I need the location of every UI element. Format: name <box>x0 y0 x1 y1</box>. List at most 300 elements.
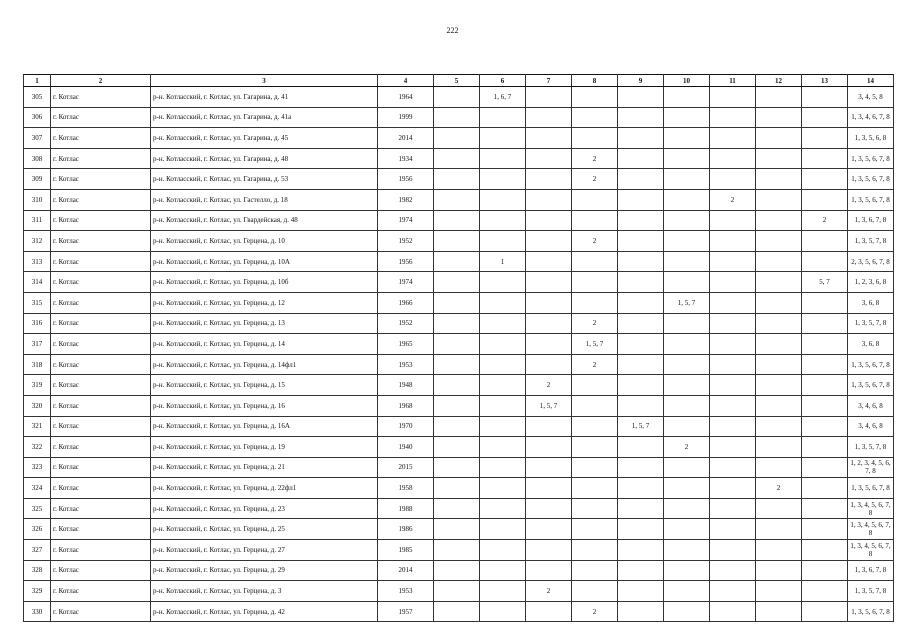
col-9-cell <box>618 540 664 561</box>
table-row <box>24 272 894 293</box>
col-9-cell <box>618 581 664 602</box>
col-14-cell: 3, 4, 6, 8 <box>848 395 894 416</box>
city-cell: г. Котлас <box>51 457 151 478</box>
city-cell: г. Котлас <box>51 107 151 128</box>
col-12-cell <box>756 251 802 272</box>
col-7-cell <box>526 169 572 190</box>
year-cell: 1964 <box>378 87 434 108</box>
col-5-cell <box>434 87 480 108</box>
col-11-cell <box>710 210 756 231</box>
col-8-cell <box>572 437 618 458</box>
row-number: 325 <box>24 498 51 519</box>
col-10-cell <box>664 148 710 169</box>
city-cell: г. Котлас <box>51 560 151 581</box>
col-14-cell: 3, 4, 5, 8 <box>848 87 894 108</box>
col-7-cell <box>526 457 572 478</box>
year-cell: 1952 <box>378 231 434 252</box>
col-10-cell <box>664 272 710 293</box>
col-9-cell <box>618 169 664 190</box>
col-13-cell <box>802 375 848 396</box>
address-cell: р-н. Котласский, г. Котлас, ул. Герцена, д. 12 <box>151 292 378 313</box>
col-10-cell <box>664 416 710 437</box>
col-13-cell <box>802 581 848 602</box>
col-8-cell <box>572 498 618 519</box>
city-cell: г. Котлас <box>51 169 151 190</box>
col-5-cell <box>434 210 480 231</box>
col-5-cell <box>434 148 480 169</box>
city-cell: г. Котлас <box>51 601 151 622</box>
col-12-cell <box>756 292 802 313</box>
col-13-cell <box>802 519 848 540</box>
col-13-cell <box>802 107 848 128</box>
col-9-cell <box>618 519 664 540</box>
row-number: 330 <box>24 601 51 622</box>
col-10-cell <box>664 498 710 519</box>
column-header-10: 10 <box>664 75 710 87</box>
col-7-cell <box>526 334 572 355</box>
col-12-cell <box>756 272 802 293</box>
col-8-cell <box>572 395 618 416</box>
col-6-cell <box>480 601 526 622</box>
col-9-cell <box>618 272 664 293</box>
col-7-cell <box>526 107 572 128</box>
col-5-cell <box>434 395 480 416</box>
col-5-cell <box>434 601 480 622</box>
col-14-cell: 1, 3, 5, 6, 7, 8 <box>848 354 894 375</box>
col-6-cell <box>480 107 526 128</box>
table-row <box>24 169 894 190</box>
col-13-cell <box>802 87 848 108</box>
column-header-6: 6 <box>480 75 526 87</box>
col-8-cell <box>572 210 618 231</box>
city-cell: г. Котлас <box>51 416 151 437</box>
table-body <box>24 87 894 622</box>
table-row <box>24 478 894 499</box>
table-row <box>24 210 894 231</box>
city-cell: г. Котлас <box>51 272 151 293</box>
table-row <box>24 581 894 602</box>
col-14-cell: 1, 3, 4, 5, 6, 7, 8 <box>848 540 894 561</box>
col-10-cell <box>664 354 710 375</box>
address-cell: р-н. Котласский, г. Котлас, ул. Герцена, д. 42 <box>151 601 378 622</box>
col-11-cell <box>710 457 756 478</box>
col-7-cell <box>526 148 572 169</box>
col-11-cell <box>710 313 756 334</box>
col-12-cell <box>756 519 802 540</box>
col-7-cell <box>526 498 572 519</box>
col-11-cell <box>710 128 756 149</box>
col-9-cell <box>618 148 664 169</box>
col-10-cell <box>664 169 710 190</box>
col-12-cell <box>756 581 802 602</box>
col-5-cell <box>434 560 480 581</box>
column-header-5: 5 <box>434 75 480 87</box>
col-8-cell <box>572 560 618 581</box>
col-6-cell <box>480 334 526 355</box>
col-13-cell <box>802 478 848 499</box>
row-number: 324 <box>24 478 51 499</box>
city-cell: г. Котлас <box>51 437 151 458</box>
col-6-cell <box>480 437 526 458</box>
col-9-cell <box>618 437 664 458</box>
city-cell: г. Котлас <box>51 334 151 355</box>
address-cell: р-н. Котласский, г. Котлас, ул. Герцена, д. 3 <box>151 581 378 602</box>
year-cell: 1934 <box>378 148 434 169</box>
col-9-cell <box>618 601 664 622</box>
city-cell: г. Котлас <box>51 189 151 210</box>
col-9-cell <box>618 498 664 519</box>
year-cell: 1982 <box>378 189 434 210</box>
year-cell: 1953 <box>378 354 434 375</box>
table-row <box>24 189 894 210</box>
col-7-cell: 2 <box>526 375 572 396</box>
col-14-cell: 1, 2, 3, 4, 5, 6, 7, 8 <box>848 457 894 478</box>
col-11-cell <box>710 478 756 499</box>
col-14-cell: 1, 3, 5, 6, 7, 8 <box>848 375 894 396</box>
col-10-cell <box>664 457 710 478</box>
col-12-cell <box>756 210 802 231</box>
col-7-cell <box>526 210 572 231</box>
col-11-cell <box>710 292 756 313</box>
col-7-cell <box>526 560 572 581</box>
table-row <box>24 540 894 561</box>
column-header-9: 9 <box>618 75 664 87</box>
col-14-cell: 1, 3, 5, 6, 7, 8 <box>848 601 894 622</box>
table-row <box>24 375 894 396</box>
table-row <box>24 354 894 375</box>
row-number: 310 <box>24 189 51 210</box>
col-6-cell: 1 <box>480 251 526 272</box>
col-11-cell <box>710 272 756 293</box>
col-7-cell <box>526 354 572 375</box>
year-cell: 1940 <box>378 437 434 458</box>
col-5-cell <box>434 581 480 602</box>
col-11-cell <box>710 107 756 128</box>
row-number: 318 <box>24 354 51 375</box>
col-6-cell <box>480 231 526 252</box>
year-cell: 1970 <box>378 416 434 437</box>
col-13-cell <box>802 457 848 478</box>
col-5-cell <box>434 169 480 190</box>
col-5-cell <box>434 334 480 355</box>
address-cell: р-н. Котласский, г. Котлас, ул. Герцена, д. 10б <box>151 272 378 293</box>
col-6-cell <box>480 354 526 375</box>
row-number: 320 <box>24 395 51 416</box>
row-number: 308 <box>24 148 51 169</box>
table-row <box>24 251 894 272</box>
table-row <box>24 457 894 478</box>
address-cell: р-н. Котласский, г. Котлас, ул. Герцена, д. 19 <box>151 437 378 458</box>
address-cell: р-н. Котласский, г. Котлас, ул. Гагарина, д. 53 <box>151 169 378 190</box>
col-13-cell <box>802 560 848 581</box>
col-5-cell <box>434 416 480 437</box>
col-11-cell <box>710 354 756 375</box>
column-header-3: 3 <box>151 75 378 87</box>
city-cell: г. Котлас <box>51 210 151 231</box>
table-row <box>24 519 894 540</box>
col-8-cell <box>572 478 618 499</box>
col-7-cell <box>526 416 572 437</box>
col-7-cell <box>526 231 572 252</box>
column-header-4: 4 <box>378 75 434 87</box>
col-14-cell: 1, 3, 5, 6, 8 <box>848 128 894 149</box>
col-9-cell <box>618 334 664 355</box>
col-5-cell <box>434 478 480 499</box>
col-14-cell: 1, 3, 5, 7, 8 <box>848 437 894 458</box>
col-11-cell <box>710 540 756 561</box>
col-13-cell <box>802 416 848 437</box>
column-header-7: 7 <box>526 75 572 87</box>
city-cell: г. Котлас <box>51 540 151 561</box>
page-number: 222 <box>446 26 459 35</box>
col-6-cell <box>480 581 526 602</box>
address-cell: р-н. Котласский, г. Котлас, ул. Герцена, д. 14 <box>151 334 378 355</box>
col-6-cell <box>480 457 526 478</box>
col-9-cell <box>618 87 664 108</box>
header-row <box>24 75 894 87</box>
table-row <box>24 437 894 458</box>
col-11-cell <box>710 148 756 169</box>
col-10-cell <box>664 128 710 149</box>
column-header-1: 1 <box>24 75 51 87</box>
col-10-cell <box>664 560 710 581</box>
col-7-cell <box>526 87 572 108</box>
col-13-cell <box>802 540 848 561</box>
city-cell: г. Котлас <box>51 292 151 313</box>
table-row <box>24 128 894 149</box>
row-number: 312 <box>24 231 51 252</box>
col-13-cell <box>802 395 848 416</box>
col-10-cell <box>664 519 710 540</box>
city-cell: г. Котлас <box>51 313 151 334</box>
table-row <box>24 416 894 437</box>
col-10-cell <box>664 251 710 272</box>
col-13-cell <box>802 292 848 313</box>
col-11-cell <box>710 601 756 622</box>
col-11-cell <box>710 416 756 437</box>
col-12-cell <box>756 231 802 252</box>
year-cell: 1988 <box>378 498 434 519</box>
column-header-8: 8 <box>572 75 618 87</box>
year-cell: 1974 <box>378 272 434 293</box>
table-row <box>24 107 894 128</box>
address-cell: р-н. Котласский, г. Котлас, ул. Герцена, д. 29 <box>151 560 378 581</box>
row-number: 329 <box>24 581 51 602</box>
col-10-cell <box>664 478 710 499</box>
col-8-cell: 2 <box>572 601 618 622</box>
col-6-cell <box>480 498 526 519</box>
col-11-cell <box>710 87 756 108</box>
col-8-cell <box>572 540 618 561</box>
col-9-cell <box>618 313 664 334</box>
col-6-cell <box>480 148 526 169</box>
col-12-cell <box>756 128 802 149</box>
year-cell: 2015 <box>378 457 434 478</box>
column-header-14: 14 <box>848 75 894 87</box>
col-14-cell: 1, 3, 5, 6, 7, 8 <box>848 478 894 499</box>
row-number: 315 <box>24 292 51 313</box>
col-13-cell <box>802 231 848 252</box>
year-cell: 1999 <box>378 107 434 128</box>
col-8-cell: 2 <box>572 148 618 169</box>
col-6-cell <box>480 189 526 210</box>
row-number: 323 <box>24 457 51 478</box>
address-cell: р-н. Котласский, г. Котлас, ул. Герцена, д. 10А <box>151 251 378 272</box>
col-7-cell <box>526 251 572 272</box>
col-7-cell: 1, 5, 7 <box>526 395 572 416</box>
col-8-cell <box>572 128 618 149</box>
address-cell: р-н. Котласский, г. Котлас, ул. Герцена, д. 16А <box>151 416 378 437</box>
housing-registry-table <box>23 74 894 622</box>
row-number: 321 <box>24 416 51 437</box>
city-cell: г. Котлас <box>51 498 151 519</box>
col-14-cell: 1, 3, 5, 7, 8 <box>848 231 894 252</box>
col-8-cell: 2 <box>572 231 618 252</box>
col-14-cell: 1, 3, 4, 6, 7, 8 <box>848 107 894 128</box>
col-9-cell <box>618 560 664 581</box>
col-11-cell <box>710 498 756 519</box>
col-5-cell <box>434 437 480 458</box>
col-12-cell <box>756 416 802 437</box>
col-11-cell <box>710 395 756 416</box>
col-6-cell <box>480 313 526 334</box>
col-8-cell <box>572 581 618 602</box>
row-number: 319 <box>24 375 51 396</box>
col-8-cell <box>572 457 618 478</box>
city-cell: г. Котлас <box>51 581 151 602</box>
col-8-cell <box>572 375 618 396</box>
column-header-2: 2 <box>51 75 151 87</box>
column-header-13: 13 <box>802 75 848 87</box>
col-9-cell <box>618 478 664 499</box>
city-cell: г. Котлас <box>51 231 151 252</box>
col-10-cell <box>664 540 710 561</box>
col-14-cell: 1, 3, 5, 7, 8 <box>848 313 894 334</box>
col-6-cell <box>480 210 526 231</box>
col-13-cell <box>802 313 848 334</box>
col-8-cell <box>572 519 618 540</box>
year-cell: 1985 <box>378 540 434 561</box>
col-14-cell: 3, 6, 8 <box>848 292 894 313</box>
col-7-cell <box>526 313 572 334</box>
col-5-cell <box>434 292 480 313</box>
row-number: 327 <box>24 540 51 561</box>
address-cell: р-н. Котласский, г. Котлас, ул. Герцена, д. 23 <box>151 498 378 519</box>
year-cell: 1966 <box>378 292 434 313</box>
city-cell: г. Котлас <box>51 395 151 416</box>
col-9-cell <box>618 107 664 128</box>
row-number: 309 <box>24 169 51 190</box>
col-5-cell <box>434 354 480 375</box>
address-cell: р-н. Котласский, г. Котлас, ул. Герцена, д. 27 <box>151 540 378 561</box>
col-11-cell <box>710 334 756 355</box>
col-9-cell <box>618 457 664 478</box>
col-6-cell: 1, 6, 7 <box>480 87 526 108</box>
col-9-cell <box>618 251 664 272</box>
col-13-cell: 5, 7 <box>802 272 848 293</box>
table-row <box>24 601 894 622</box>
address-cell: р-н. Котласский, г. Котлас, ул. Герцена, д. 14фл1 <box>151 354 378 375</box>
column-header-11: 11 <box>710 75 756 87</box>
row-number: 322 <box>24 437 51 458</box>
col-11-cell <box>710 375 756 396</box>
table-row <box>24 313 894 334</box>
col-13-cell: 2 <box>802 210 848 231</box>
address-cell: р-н. Котласский, г. Котлас, ул. Гагарина, д. 48 <box>151 148 378 169</box>
col-10-cell <box>664 375 710 396</box>
col-12-cell <box>756 189 802 210</box>
col-10-cell <box>664 395 710 416</box>
row-number: 328 <box>24 560 51 581</box>
col-13-cell <box>802 601 848 622</box>
row-number: 313 <box>24 251 51 272</box>
col-6-cell <box>480 395 526 416</box>
col-13-cell <box>802 354 848 375</box>
col-6-cell <box>480 519 526 540</box>
row-number: 307 <box>24 128 51 149</box>
col-5-cell <box>434 540 480 561</box>
year-cell: 1956 <box>378 251 434 272</box>
table-row <box>24 395 894 416</box>
col-13-cell <box>802 437 848 458</box>
address-cell: р-н. Котласский, г. Котлас, ул. Герцена, д. 22фл1 <box>151 478 378 499</box>
col-12-cell <box>756 107 802 128</box>
col-14-cell: 1, 3, 4, 5, 6, 7, 8 <box>848 519 894 540</box>
col-8-cell <box>572 416 618 437</box>
col-10-cell <box>664 189 710 210</box>
col-13-cell <box>802 189 848 210</box>
col-11-cell <box>710 437 756 458</box>
col-12-cell <box>756 334 802 355</box>
col-11-cell <box>710 519 756 540</box>
col-12-cell <box>756 313 802 334</box>
col-12-cell <box>756 498 802 519</box>
col-9-cell <box>618 375 664 396</box>
col-5-cell <box>434 375 480 396</box>
col-10-cell <box>664 107 710 128</box>
col-14-cell: 1, 3, 4, 5, 6, 7, 8 <box>848 498 894 519</box>
col-12-cell <box>756 457 802 478</box>
col-8-cell: 2 <box>572 354 618 375</box>
col-10-cell <box>664 210 710 231</box>
year-cell: 1968 <box>378 395 434 416</box>
col-8-cell <box>572 107 618 128</box>
col-10-cell <box>664 313 710 334</box>
row-number: 311 <box>24 210 51 231</box>
city-cell: г. Котлас <box>51 148 151 169</box>
year-cell: 1953 <box>378 581 434 602</box>
year-cell: 1965 <box>378 334 434 355</box>
col-5-cell <box>434 231 480 252</box>
col-5-cell <box>434 107 480 128</box>
col-10-cell: 2 <box>664 437 710 458</box>
col-6-cell <box>480 478 526 499</box>
city-cell: г. Котлас <box>51 251 151 272</box>
col-6-cell <box>480 292 526 313</box>
col-6-cell <box>480 416 526 437</box>
address-cell: р-н. Котласский, г. Котлас, ул. Гагарина, д. 41а <box>151 107 378 128</box>
col-6-cell <box>480 540 526 561</box>
col-12-cell <box>756 395 802 416</box>
col-7-cell <box>526 437 572 458</box>
table-row <box>24 87 894 108</box>
col-10-cell <box>664 231 710 252</box>
col-13-cell <box>802 334 848 355</box>
city-cell: г. Котлас <box>51 128 151 149</box>
col-13-cell <box>802 169 848 190</box>
city-cell: г. Котлас <box>51 375 151 396</box>
col-14-cell: 1, 3, 5, 6, 7, 8 <box>848 189 894 210</box>
